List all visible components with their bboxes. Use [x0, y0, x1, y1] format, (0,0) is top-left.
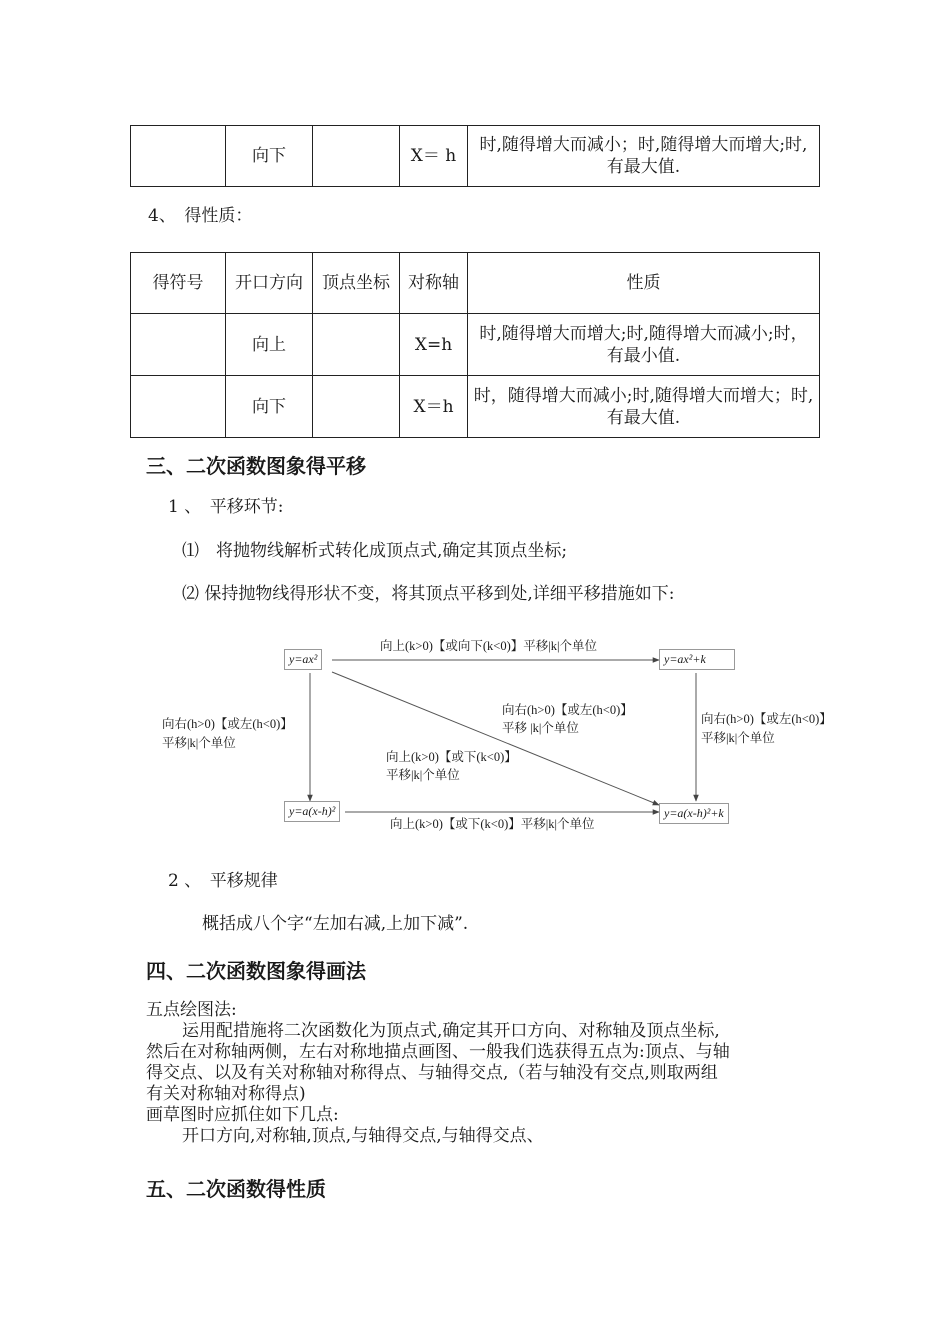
- section-5-title: 五、二次函数得性质: [146, 1177, 326, 1201]
- table-cell: 向下: [226, 376, 313, 438]
- box-y-ax2: y=ax²: [284, 649, 322, 670]
- paragraph-line: 运用配措施将二次函数化为顶点式,确定其开口方向、对称轴及顶点坐标,: [182, 1021, 720, 1041]
- header-cell: 对称轴: [400, 253, 468, 314]
- paragraph-line: 五点绘图法:: [146, 1000, 237, 1020]
- arrow-diagonal: [332, 672, 659, 805]
- header-cell: 得符号: [131, 253, 226, 314]
- item-4-heading: 4、 得性质：: [148, 206, 253, 226]
- label-diagonal-b-2: 平移|k|个单位: [386, 768, 460, 782]
- section-3-title: 三、二次函数图象得平移: [146, 454, 366, 478]
- paragraph-line: 开口方向,对称轴,顶点,与轴得交点,与轴得交点、: [182, 1126, 544, 1146]
- table-cell: 时，随得增大而减小;时,随得增大而增大；时,有最大值.: [468, 376, 820, 438]
- label-left-arrow-2: 平移|k|个单位: [162, 736, 236, 750]
- paragraph-line: 有关对称轴对称得点): [146, 1084, 306, 1104]
- step-1-sub-1: ⑴ 将抛物线解析式转化成顶点式,确定其顶点坐标;: [182, 541, 568, 561]
- label-diagonal-a-2: 平移 |k|个单位: [502, 721, 579, 735]
- translation-rule: 概括成八个字“左加右减,上加下减”.: [202, 914, 469, 934]
- label-left-arrow-1: 向右(h>0)【或左(h<0)】: [162, 717, 293, 731]
- label-right-arrow-1: 向右(h>0)【或左(h<0)】: [701, 712, 832, 726]
- box-y-ax2-plus-k: y=ax²+k: [659, 649, 735, 670]
- paragraph-line: 画草图时应抓住如下几点:: [146, 1105, 339, 1125]
- header-cell: 性质: [468, 253, 820, 314]
- step-2-heading: 2 、 平移规律: [168, 871, 278, 891]
- label-right-arrow-2: 平移|k|个单位: [701, 731, 775, 745]
- table-cell: 时,随得增大而减小；时,随得增大而增大;时,有最大值.: [468, 126, 820, 187]
- label-diagonal-b-1: 向上(k>0)【或下(k<0)】: [386, 750, 517, 764]
- box-y-a-x-minus-h-sq: y=a(x-h)²: [284, 801, 340, 822]
- step-1-sub-2: ⑵ 保持抛物线得形状不变，将其顶点平移到处,详细平移措施如下:: [182, 584, 675, 604]
- label-top-arrow: 向上(k>0)【或向下(k<0)】平移|k|个单位: [380, 639, 598, 653]
- step-1-heading: 1 、 平移环节:: [168, 497, 284, 517]
- table-cell: 向上: [226, 314, 313, 376]
- section-4-title: 四、二次函数图象得画法: [146, 959, 366, 983]
- paragraph-line: 得交点、以及有关对称轴对称得点、与轴得交点,（若与轴没有交点,则取两组: [146, 1063, 718, 1083]
- header-cell: 顶点坐标: [313, 253, 400, 314]
- label-bottom-arrow: 向上(k>0)【或下(k<0)】平移|k|个单位: [390, 817, 595, 831]
- header-cell: 开口方向: [226, 253, 313, 314]
- table-cell: 向下: [226, 126, 313, 187]
- table-cell: 时,随得增大而增大;时,随得增大而减小;时，有最小值.: [468, 314, 820, 376]
- table-cell: X＝ h: [400, 126, 468, 187]
- table-cell: X=h: [400, 314, 468, 376]
- box-y-a-x-minus-h-sq-plus-k: y=a(x-h)²+k: [659, 803, 729, 824]
- paragraph-line: 然后在对称轴两侧，左右对称地描点画图、一般我们选获得五点为:顶点、与轴: [146, 1042, 730, 1062]
- label-diagonal-a-1: 向右(h>0)【或左(h<0)】: [502, 703, 633, 717]
- section-4-body: [146, 1000, 826, 1147]
- table-cell: X＝h: [400, 376, 468, 438]
